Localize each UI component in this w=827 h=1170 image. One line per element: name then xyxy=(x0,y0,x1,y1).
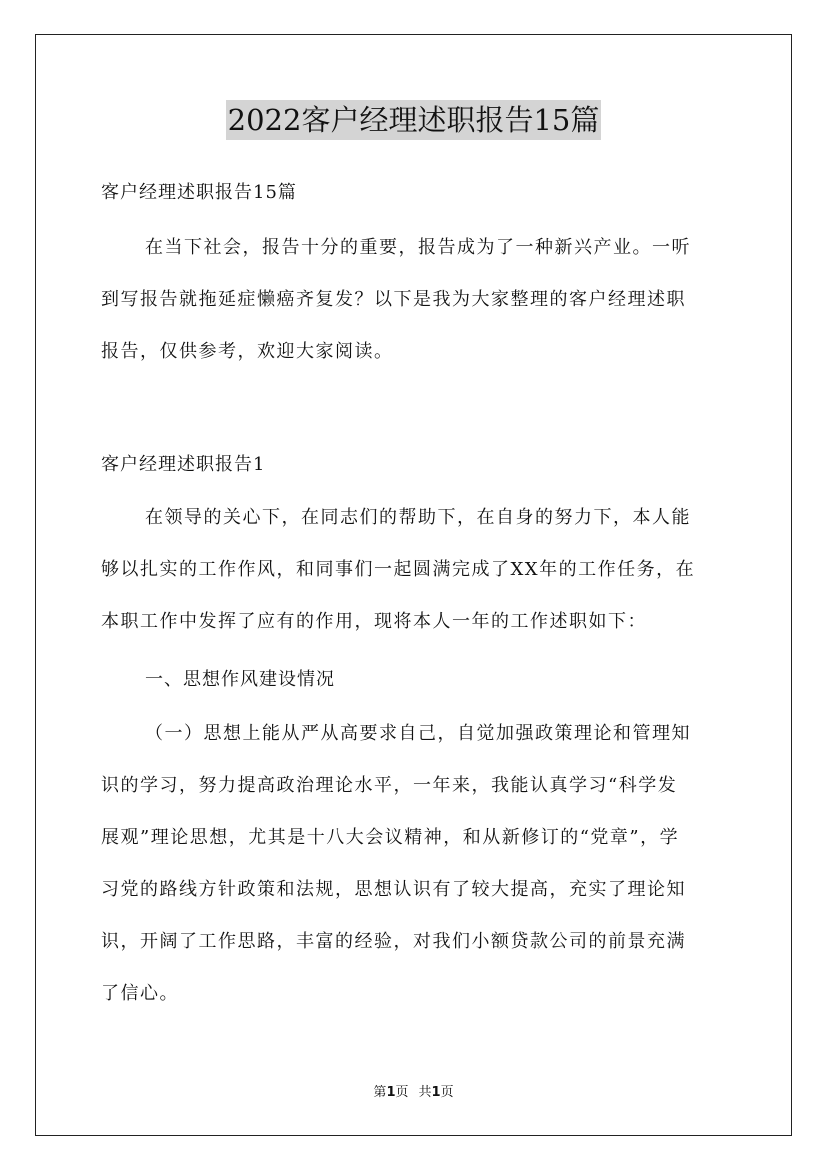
paragraph-line: 展观”理论思想，尤其是十八大会议精神，和从新修订的“党章”，学 xyxy=(101,827,680,848)
page-total: 共1页 xyxy=(418,1085,454,1100)
paragraph-line: 报告，仅供参考，欢迎大家阅读。 xyxy=(101,341,394,362)
subheading: 一、思想作风建设情况 xyxy=(145,669,335,690)
paragraph-line: 够以扎实的工作作风，和同事们一起圆满完成了XX年的工作任务，在 xyxy=(101,559,696,580)
paragraph-line: 了信心。 xyxy=(101,983,179,1004)
paragraph-line: 在当下社会，报告十分的重要，报告成为了一种新兴产业。一听 xyxy=(145,237,691,258)
paragraph-line: （一）思想上能从严从高要求自己，自觉加强政策理论和管理知 xyxy=(145,723,691,744)
document-subtitle: 客户经理述职报告15篇 xyxy=(101,182,297,203)
paragraph-line: 识，开阔了工作思路，丰富的经验，对我们小额贷款公司的前景充满 xyxy=(101,931,686,952)
section-heading: 客户经理述职报告1 xyxy=(101,454,266,475)
paragraph-line: 识的学习，努力提高政治理论水平，一年来，我能认真学习“科学发 xyxy=(101,775,678,796)
paragraph-line: 在领导的关心下，在同志们的帮助下，在自身的努力下，本人能 xyxy=(145,507,691,528)
paragraph-line: 到写报告就拖延症懒癌齐复发？以下是我为大家整理的客户经理述职 xyxy=(101,289,686,310)
section1-paragraph-2 xyxy=(101,708,731,1020)
document-title: 2022客户经理述职报告15篇 xyxy=(226,100,602,140)
paragraph-line: 习党的路线方针政策和法规，思想认识有了较大提高，充实了理论知 xyxy=(101,879,686,900)
page-footer xyxy=(0,1084,827,1102)
page-number: 第1页 xyxy=(373,1085,409,1100)
intro-paragraph xyxy=(101,222,731,378)
title-container xyxy=(0,100,827,140)
section1-paragraph xyxy=(101,492,731,648)
paragraph-line: 本职工作中发挥了应有的作用，现将本人一年的工作述职如下： xyxy=(101,611,647,632)
